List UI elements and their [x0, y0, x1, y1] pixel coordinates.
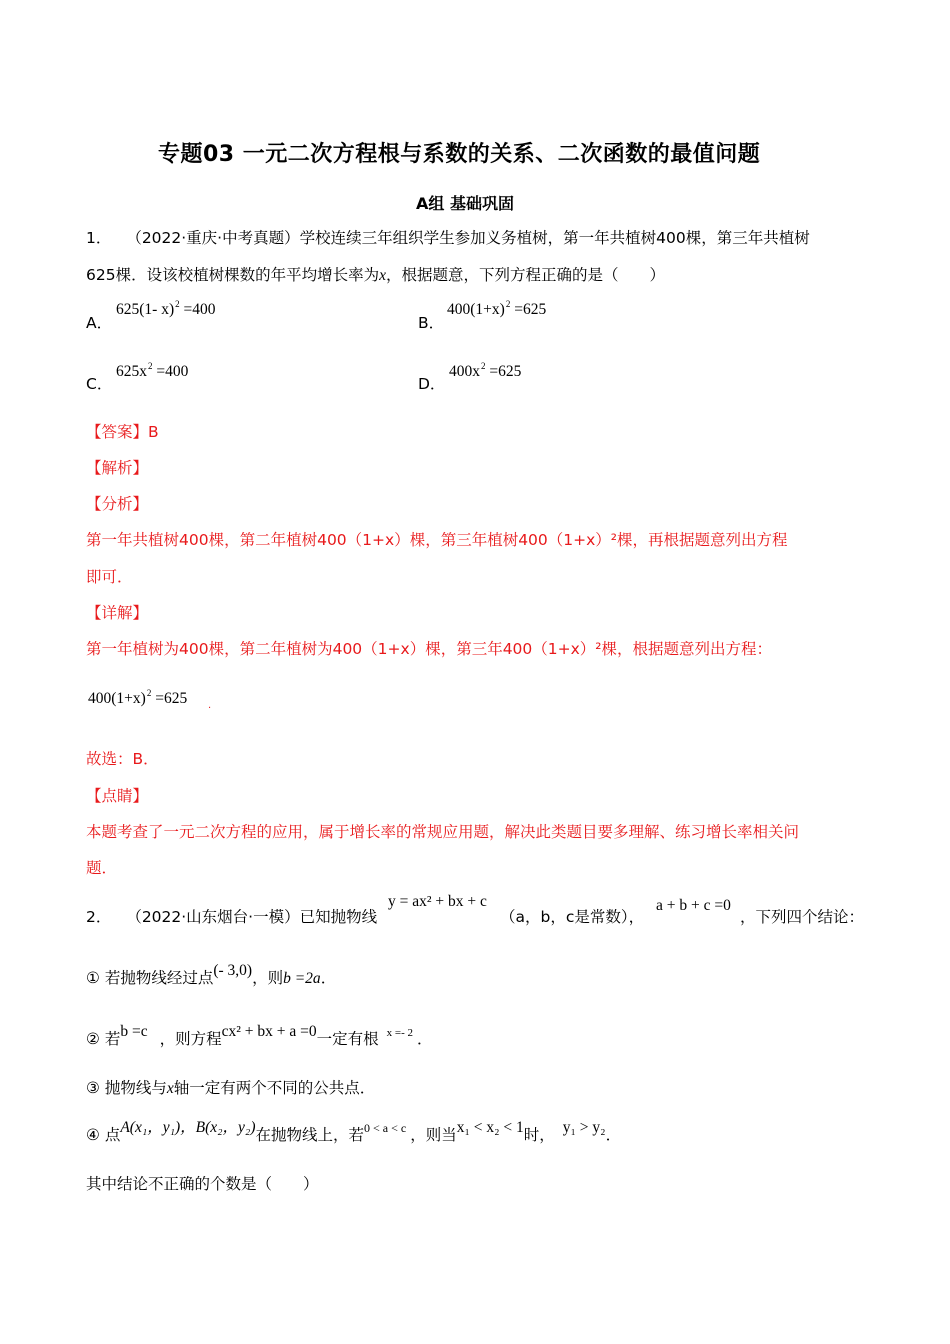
choose-text: 故选：B． [86, 750, 159, 768]
page-title: 专题03 一元二次方程根与系数的关系、二次函数的最值问题 [158, 142, 761, 167]
q1-line-2 [86, 266, 665, 286]
detail-text: 第一年植树为400棵，第二年植树为400（1+x）棵，第三年400（1+x）²棵，根据题意列出方程： [86, 640, 773, 658]
fenxi-text-1: 第一年共植树400棵，第二年植树400（1+x）棵，第三年植树400（1+x）²棵，再根据题意列出方程 [86, 531, 788, 549]
c2-root: x =- 2 [386, 1027, 413, 1039]
dianjing-text-2: 题． [86, 859, 118, 877]
q2-source-text: （2022·山东烟台·一模）已知抛物线 [126, 908, 378, 926]
option-b-formula: $400(1+x)^2 =625$ [447, 299, 547, 318]
q1-var: x [379, 267, 386, 284]
c4-condition: 0 < a < c [364, 1121, 407, 1135]
option-a-label[interactable]: A． [86, 314, 113, 332]
q1-line-1 [86, 229, 810, 248]
dianjing-text-1: 本题考查了一元二次方程的应用，属于增长率的常规应用题，解决此类题目要多理解、练习增长率相关问 [86, 823, 800, 841]
q1-source-text: （2022·重庆·中考真题）学校连续三年组织学生参加义务植树，第一年共植树400棵，第三年共植树 [126, 229, 810, 247]
q2-line-1 [86, 908, 377, 927]
c2-condition: b =c [120, 1023, 148, 1040]
conclusion-2: ② 若b =c ，则方程cx² + bx + a =0一定有根 $^{x =- 2}$ ． [86, 1023, 433, 1048]
conclusion-1: ① 若抛物线经过点(- 3,0)，则b =2a． [86, 962, 337, 987]
fenxi-label: 【分析】 [86, 495, 149, 513]
q2-condition: a + b + c =0 [656, 897, 731, 914]
equation-period: . [208, 700, 212, 711]
option-d-label[interactable]: D． [418, 375, 446, 393]
detail-label: 【详解】 [86, 604, 149, 622]
dianjing-label: 【点睛】 [86, 787, 149, 805]
q1-text-pre: 625棵．设该校植树棵数的年平均增长率为 [86, 266, 380, 284]
q1-number: 1． [86, 229, 112, 247]
option-c-label[interactable]: C． [86, 375, 113, 393]
q2-tail: ，下列四个结论： [740, 908, 865, 926]
q2-question: 其中结论不正确的个数是（ ） [86, 1175, 319, 1193]
detail-equation: $400(1+x)^2 =625$ [88, 688, 188, 707]
analysis-label: 【解析】 [86, 459, 149, 477]
c4-result: y₁ > y₂ [562, 1119, 606, 1136]
answer-label: 【答案】B [86, 423, 159, 441]
option-a-formula: 625(1- x)$^2$ =400 [116, 299, 216, 318]
option-d-formula: $400x^2 =625$ [449, 361, 522, 380]
c1-equation: b =2a [283, 970, 321, 987]
q2-params: （a，b，c是常数）， [500, 908, 645, 926]
group-heading: A组 基础巩固 [416, 194, 514, 213]
option-b-label[interactable]: B． [418, 314, 445, 332]
c4-points: A(x₁，y₁)，B(x₂，y₂) [120, 1119, 256, 1136]
fenxi-text-2: 即可． [86, 568, 133, 586]
conclusion-4: ④ 点A(x₁，y₁)，B(x₂，y₂)在抛物线上，若$^{0 < a < c}$ ，则当x₁ < x₂ < 1时， y₁ > y₂． [86, 1119, 622, 1144]
c1-point: (- 3,0) [213, 962, 253, 979]
option-c-formula: $625x^2 =400$ [116, 361, 189, 380]
q2-parabola: y = ax² + bx + c [388, 893, 487, 910]
q1-text-post: ，根据题意，下列方程正确的是（ ） [385, 266, 665, 284]
conclusion-3: ③ 抛物线与x轴一定有两个不同的公共点． [86, 1079, 376, 1097]
c2-equation: cx² + bx + a =0 [221, 1023, 317, 1040]
c4-inequality: x₁ < x₂ < 1 [456, 1119, 524, 1136]
q2-number: 2． [86, 908, 112, 926]
